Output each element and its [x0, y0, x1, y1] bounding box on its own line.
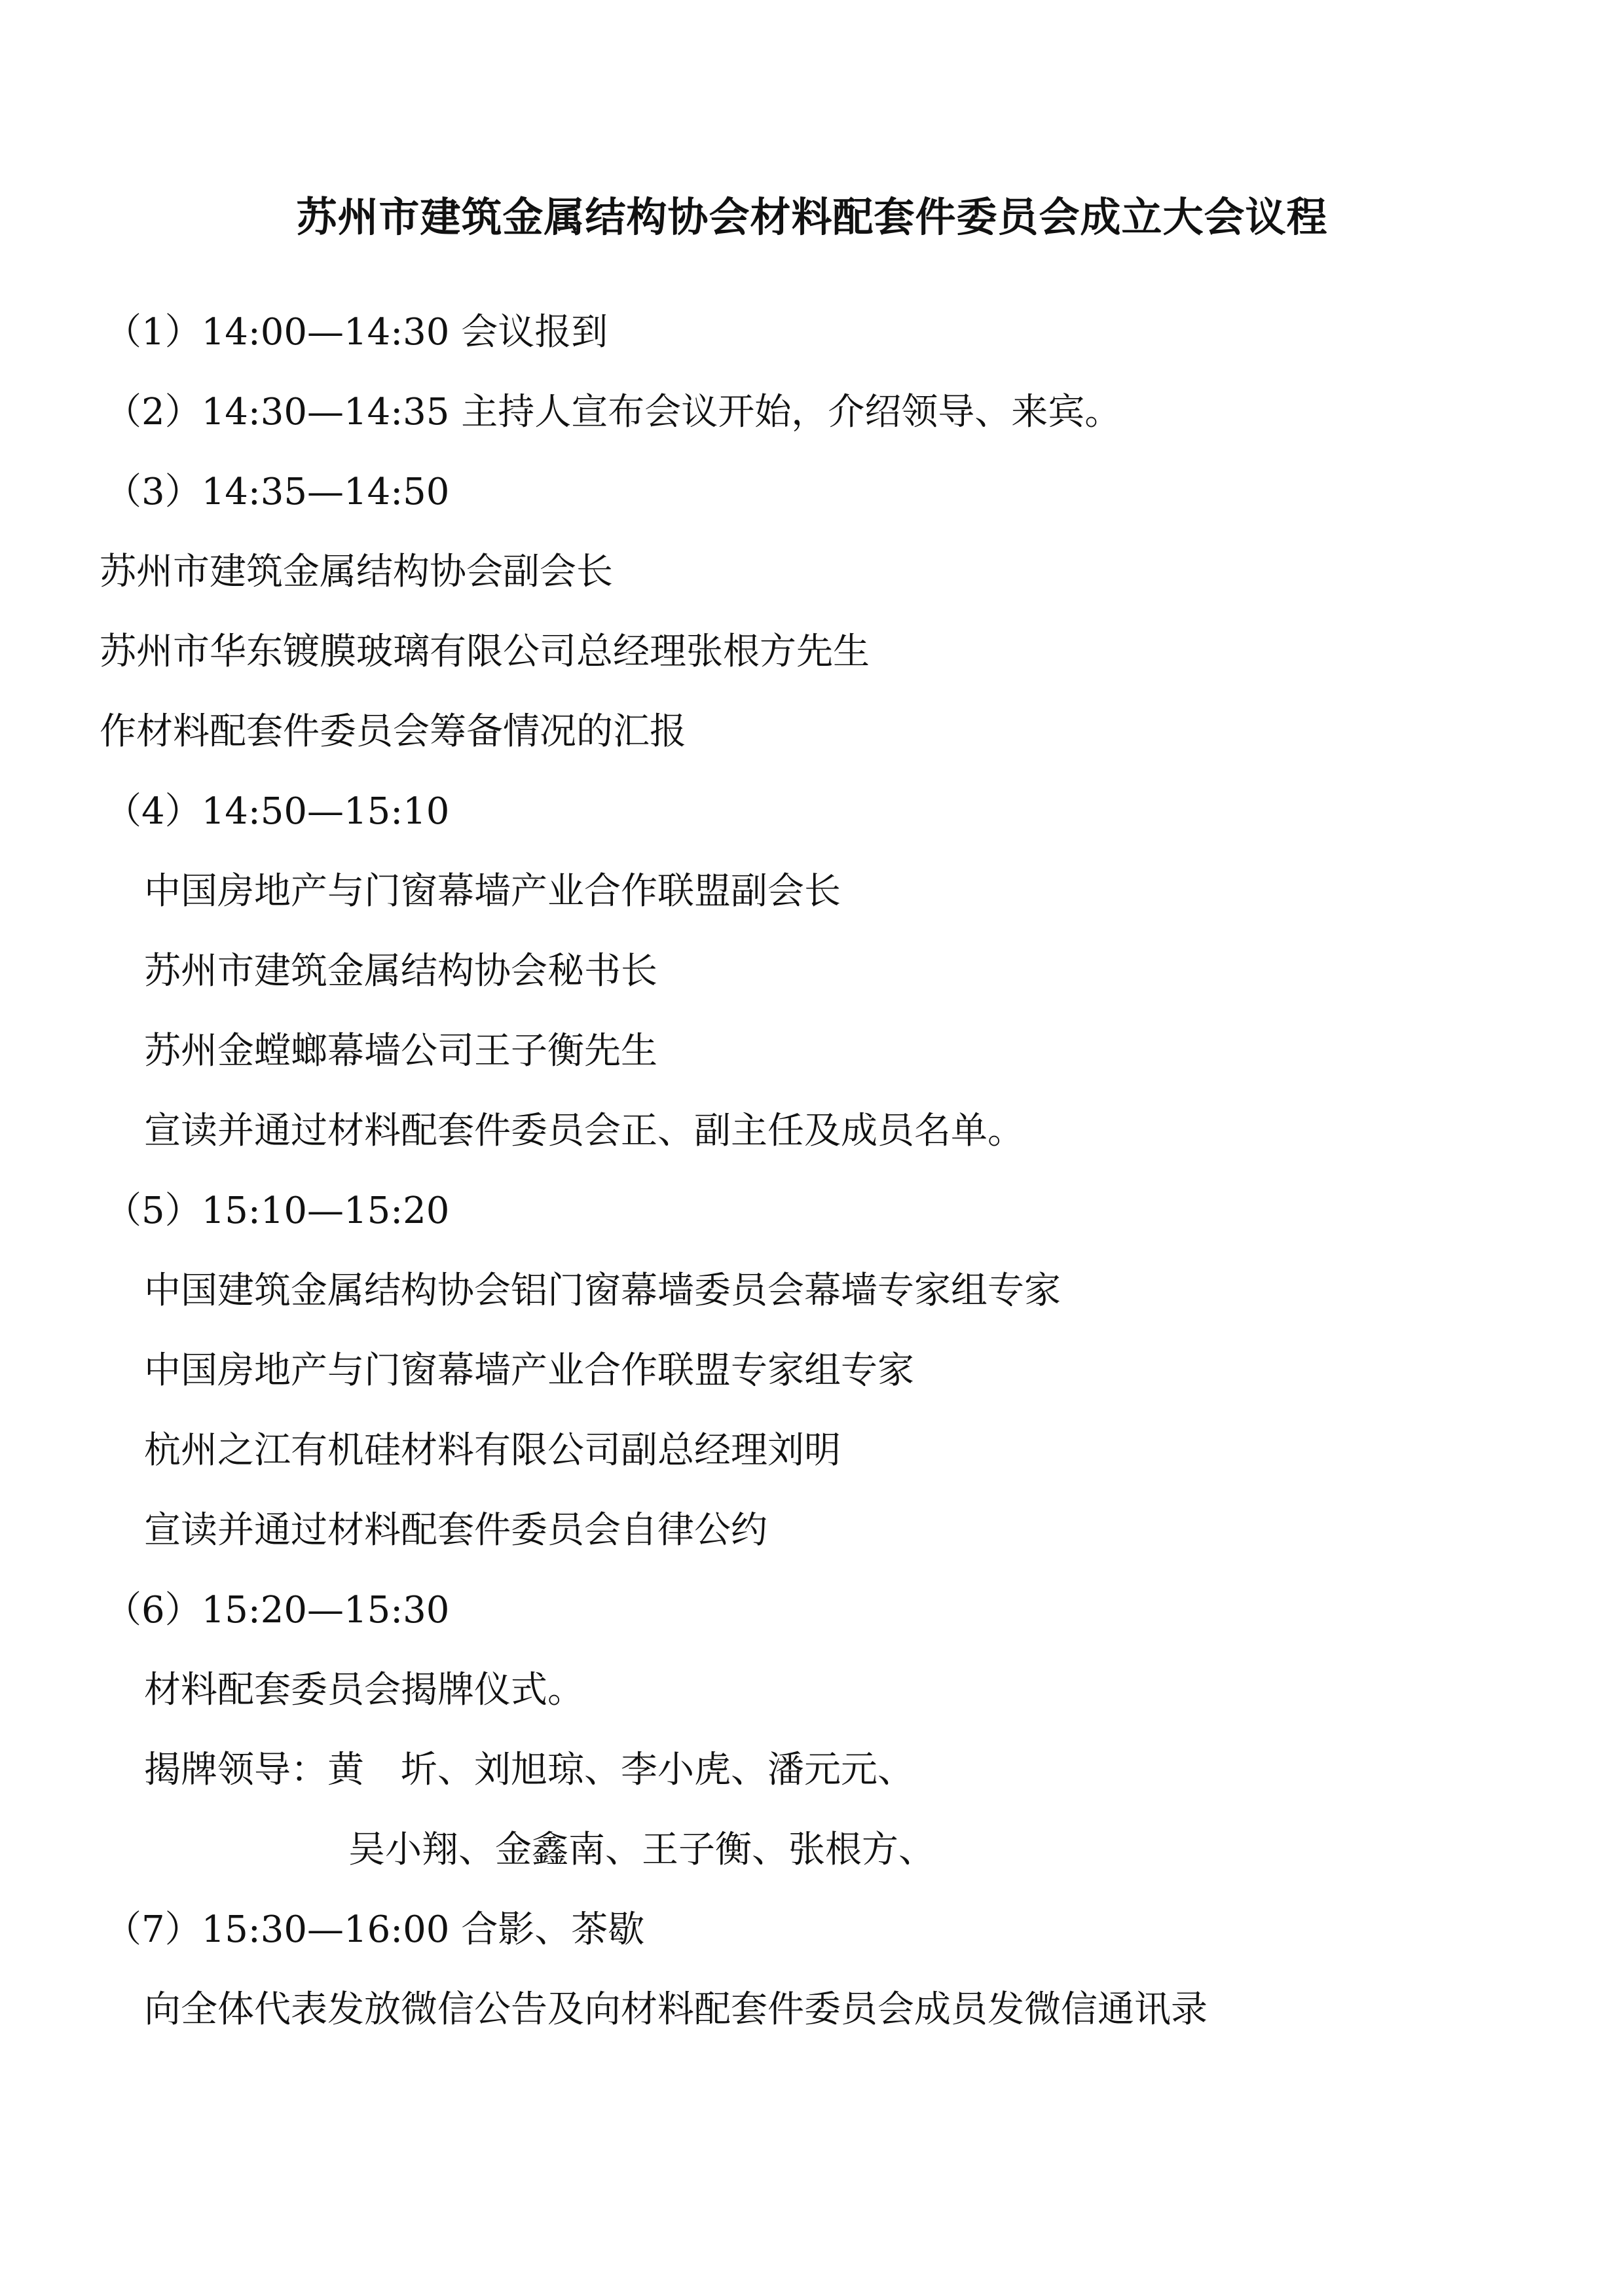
agenda-line: 宣读并通过材料配套件委员会自律公约	[144, 1509, 767, 1552]
agenda-line: 中国建筑金属结构协会铝门窗幕墙委员会幕墙专家组专家	[144, 1269, 1061, 1312]
agenda-line: 宣读并通过材料配套件委员会正、副主任及成员名单。	[144, 1110, 1024, 1152]
agenda-line: 苏州市华东镀膜玻璃有限公司总经理张根方先生	[100, 630, 870, 673]
agenda-line: 中国房地产与门窗幕墙产业合作联盟副会长	[144, 870, 841, 913]
agenda-line: 苏州金螳螂幕墙公司王子衡先生	[144, 1030, 657, 1072]
agenda-item-6: （6）15:20—15:30	[105, 1589, 450, 1631]
agenda-line: 材料配套委员会揭牌仪式。	[144, 1669, 584, 1711]
agenda-line: 杭州之江有机硅材料有限公司副总经理刘明	[144, 1429, 841, 1472]
agenda-line: 向全体代表发放微信公告及向材料配套件委员会成员发微信通讯录	[144, 1988, 1208, 2031]
agenda-item-4: （4）14:50—15:10	[105, 790, 450, 833]
document-title: 苏州市建筑金属结构协会材料配套件委员会成立大会议程	[296, 193, 1328, 241]
agenda-line: 作材料配套件委员会筹备情况的汇报	[100, 710, 686, 753]
unveiling-leaders-line-2: 吴小翔、金鑫南、王子衡、张根方、	[348, 1829, 935, 1871]
agenda-item-3: （3）14:35—14:50	[105, 471, 450, 513]
agenda-line: 苏州市建筑金属结构协会副会长	[100, 551, 613, 593]
unveiling-leaders-line: 揭牌领导：黄 圻、刘旭琼、李小虎、潘元元、	[144, 1749, 914, 1791]
agenda-line: 苏州市建筑金属结构协会秘书长	[144, 950, 657, 993]
agenda-line: 中国房地产与门窗幕墙产业合作联盟专家组专家	[144, 1349, 914, 1392]
agenda-item-2: （2）14:30—14:35 主持人宣布会议开始，介绍领导、来宾。	[105, 391, 1122, 433]
agenda-item-5: （5）15:10—15:20	[105, 1190, 450, 1232]
agenda-item-1: （1）14:00—14:30 会议报到	[105, 311, 608, 354]
agenda-item-7: （7）15:30—16:00 合影、茶歇	[105, 1908, 645, 1951]
